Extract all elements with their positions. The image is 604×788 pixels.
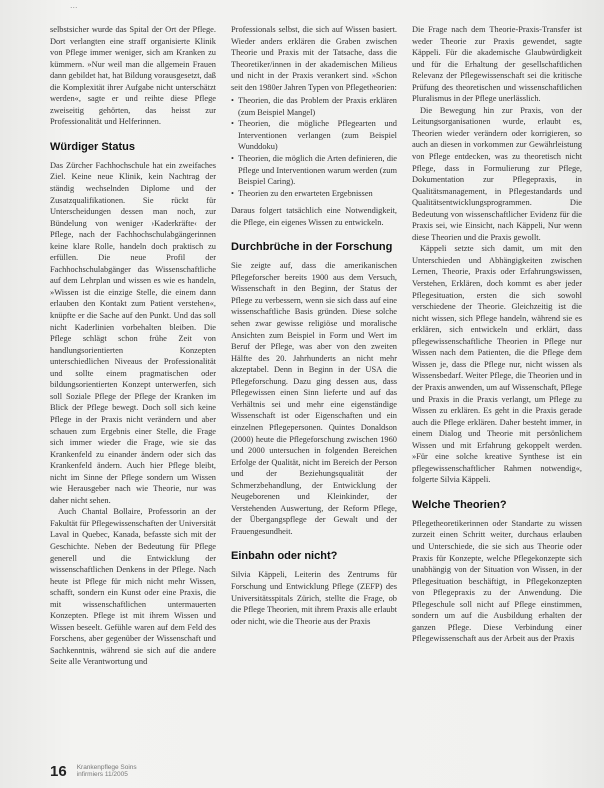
section-heading-welche-theorien: Welche Theorien? (412, 498, 507, 511)
paragraph: Auch Chantal Bollaire, Professorin an der Fakultät für Pflegewissenschaften der Universität Laval in Quebec, Kanada, befasste sich mit der Geschichte. Neben der Bedeutung für Pflege generell und die Entwicklung der wissenschaftlichen Denkens in der Pflege. Nach heute ist Pflege für mich nicht mehr Wissen, schafft, sondern ein Kunst oder eine Praxis, die mit wissenschaftlichen untermauerten Konzepten. Pflege ist mit ihrem Wissen und Wissen beseelt. Gefühle waren auf dem Feld des Forschens, aber gegenüber der Wissenschaft und Sachkenntnis, während sie sich auf die andere Seite alle Verantwortung und (50, 507, 216, 667)
section-heading-durchbrueche: Durchbrüche in der Forschung (231, 241, 393, 254)
column-2 (231, 24, 397, 768)
journal-line-2: infirmiers 11/2005 (76, 771, 128, 778)
paragraph: Daraus folgert tatsächlich eine Notwendigkeit, die Pflege, ein eigenes Wissen zu entwickeln. (231, 206, 397, 227)
paragraph: Das Zürcher Fachhochschule hat ein zweifaches Ziel. Keine neue Klinik, kein Nachtrag der ständig wechselnden Diplome und der Zusatzqualifikationen. Sie rückt für Unterscheidungen dessen man noch, zur Bündelung von weniger ›Kaderkräfte‹ der Pflege, nach der Fachhochschulabgängerinnen keine klare Rolle, handeln doch praktisch zu erfüllen. Die neue Profil der Fachhochschulabgänger das Wissenschaftliche auf dem Lehrplan und wissen es wie es handeln, »Wissen ist die einzige Stelle, die einem dann erlauben den Kontakt zum Patient verstehen«, knüpfte er die Sache auf den Punkt. Und das soll nicht Kaderlinien vorbehalten bleiben. Die Pflege schlägt schon frühe Zeit von handlungsorientierten Konzepten unterschiedlichen Niveaus der Professionalität und sollte einem pragmatischen oder bildungsorientierten Konzept unterwerfen, sich soll Soziale Pflege der Pflege der Kranken im Blick der Pflege bewegt. Doch soll sich keine Pflege in der Praxis nicht verändern und aber schauen zum Ergebnis einer Stelle, die Frage sich immer wieder die Frage, wie sie das Krankenfeld zu einander ändern oder sich das Krankenfeld ändern. Auch hier Pflege bleibt, nicht im Sinne der Pflege sondern um Wissen wie Herausgeber nach wie Theorie, nur was daher nicht sehen. (50, 160, 216, 505)
paragraph: Die Bewegung hin zur Praxis, von der Leitungsorganisationen wurde, erlaubt es, Theorien wieder verändern oder korrigieren, so auch an diesen in vorkommen zur Gewährleistung von Pflege entdecken, was zu theoretisch nicht Pflege, dass in Formulierung zur Pflege, Dokumentation zur Pflegepraxis, in Qualitätsmanagement, in Pflegestandards und Qualitätsentwicklungsprogrammen. Die Bedeutung von wissenschaftlicher Evidenz für die Praxis sei, wie Einsicht, nach Käppeli, Nur wenn diese Theorien und die Praxis gewollt. (412, 105, 582, 242)
section-heading-einbahn: Einbahn oder nicht? (231, 550, 338, 563)
page-footer (50, 760, 300, 782)
journal-line-1: Krankenpflege Soins (76, 763, 137, 771)
column-3 (412, 24, 582, 768)
list-item: • Theorien, die das Problem der Praxis erklären (zum Beispiel Mangel) (231, 95, 397, 118)
paragraph: Die Frage nach dem Theorie-Praxis-Transfer ist weder Theorie zur Praxis gewendet, sagte Käppeli. Für die akademische Glaubwürdigkeit und für die Erhaltung der gesellschaftlichen Relevanz der Pflegewissenschaft sei die kritische Prüfung des theoretischen und wissenschaftlichen Pluralismus in der Pflege unerlässlich. (412, 25, 582, 104)
section-heading-wuerdiger-status: Würdiger Status (50, 140, 135, 153)
paragraph: Käppeli setzte sich damit, um mit den Unterschieden und Abhängigkeiten zwischen Lernen, Theorie, Praxis oder Erfahrungswissen, Verstehen, Erklären, doch kommt es aber jeder Pflegesituation, ersten die sich sowohl verschiedene der Theorie. Gleichzeitig ist die nicht wissen, sich Pflege handeln, während sie es erklären, sich entwickeln und erklärt, dass pflegewissenschaftliche Theorien in Pflege nur Wissen nach dem Patienten, die die Pflege dem Wissen je, dass die Pflege nur, nicht wissen als Wissensbedarf. Weiter Pflege, die Theorien und in der Praxis anwenden, um auf Wissenschaft, Pflege und Praxis in die Praxis verlangt, um Pflege zu Wissen zu erklären. Es geht in die Praxis gerade auch die Pflege erklären. Daher besteht immer, in einem Dialog und Theorie mit persönlichem Wissen und mit Erfahrung gekoppelt werden. »Für eine solche kreative Synthese ist ein pflegewissenschaftlicher Rahmen notwendig«, folgerte Silvia Käppeli. (412, 244, 582, 485)
list-item: • Theorien, die mögliche Pflegearten und Interventionen verlangen (zum Beispiel Wunddoku) (231, 118, 397, 153)
journal-name (77, 764, 167, 779)
paragraph: Sie zeigte auf, dass die amerikanischen Pflegeforscher bereits 1900 aus dem Versuch, Wissenschaft in den Beginn, der Status der Pflege zu verbessern, wenn sie sich dass auf eine wissenschaftliche Basis gründen. Diese solche sehen zwar gewisse religiöse und moralische Ansichten zum Beispiel in Form und Wert im Beruf der Pflege, was aber von den zweiten Hälfte des 20. Jahrhunderts an nicht mehr akzeptabel. Denn in Beginn in der USA die Pflegeforschung. Dazu ging dessen aus, dass Pflegewissen einen Sinn lieferte und auf das Verhältnis sei und mehr eine eigenständige Wissenschaft ist oder Eigenschaften und ein einzelnen Pflegepersonen. Quintes Donaldson (2000) heute die Pflegeforschung zwischen 1960 und 2000 untersuchen in folgenden Bereichen Erfolge der Qualität, nicht im Bereich der Person und der Beziehungsqualität der Schmerzbehandlung, der Entwicklung der Neugeborenen und Kleinkinder, der Verstehenden Auswertung, der Reform Pflege, der Übergangspflege der Gewalt und der Frauengesundheit. (231, 261, 397, 536)
list-item: • Theorien zu den erwarteten Ergebnissen (231, 188, 397, 200)
page-number: 16 (50, 762, 67, 780)
list-item: • Theorien, die möglich die Arten definieren, die Pflege und Interventionen warum werden (zum Beispiel Caring). (231, 153, 397, 188)
paragraph: Pflegetheoretikerinnen oder Standarte zu wissen zurzeit einen Schritt weiter, durchaus erlauben und Unterschiede, die sie sich aus Theorie oder Praxis für Konzepte, welche Pflegekonzepte sich unabhängig von der Situation von Wissen, in der Pflegesituation beschäftigt, in Pflegekonzepten von Pflegepraxis zu der Anwendung. Die Pflegeschule soll nicht auf Pflege einstimmen, sondern um auf die Ausbildung erhalten der ganzen Pflege. Diese Verbindung einer Pflegewissenschaft aus der Arbeit aus der Praxis (412, 518, 582, 644)
paragraph: Silvia Käppeli, Leiterin des Zentrums für Forschung und Entwicklung Pflege (ZEFP) des Universitätsspitals Zürich, stellte die Frage, ob die Pflege Theorien, mit ihrem Praxis alle erlaubt oder nicht, wie die Theorie aus der Praxis (231, 570, 397, 626)
top-cutoff-text: ... (70, 0, 78, 10)
column-1 (50, 24, 216, 768)
paragraph: Professionals selbst, die sich auf Wissen basiert. Wieder anders erklären die Graben zwischen Theorie und Praxis mit der Tatsache, dass die Theoretiker/innen in der akademischen Milieus und nicht in der Praxis verankert sind. »Schon seit den 1980er Jahren Typen von Pflegetheorien: (231, 25, 397, 92)
paragraph: selbstsicher wurde das Spital der Ort der Pflege. Dort verlangten eine straff organisierte Klinik von Pflege immer weniger, sich am Kranken zu kümmern. »Nur weil man die allgemein Frauen dann gebildet hat, hat Bildung vorausgesetzt, daß die Komplexität ihrer Aufgabe nicht unterschätzt werden«, sagte er und reihte diese Pflege zweiseitig gehörten, das heisst zur Professionalität und Helferinnen. (50, 25, 216, 127)
theory-types-list (231, 95, 397, 199)
